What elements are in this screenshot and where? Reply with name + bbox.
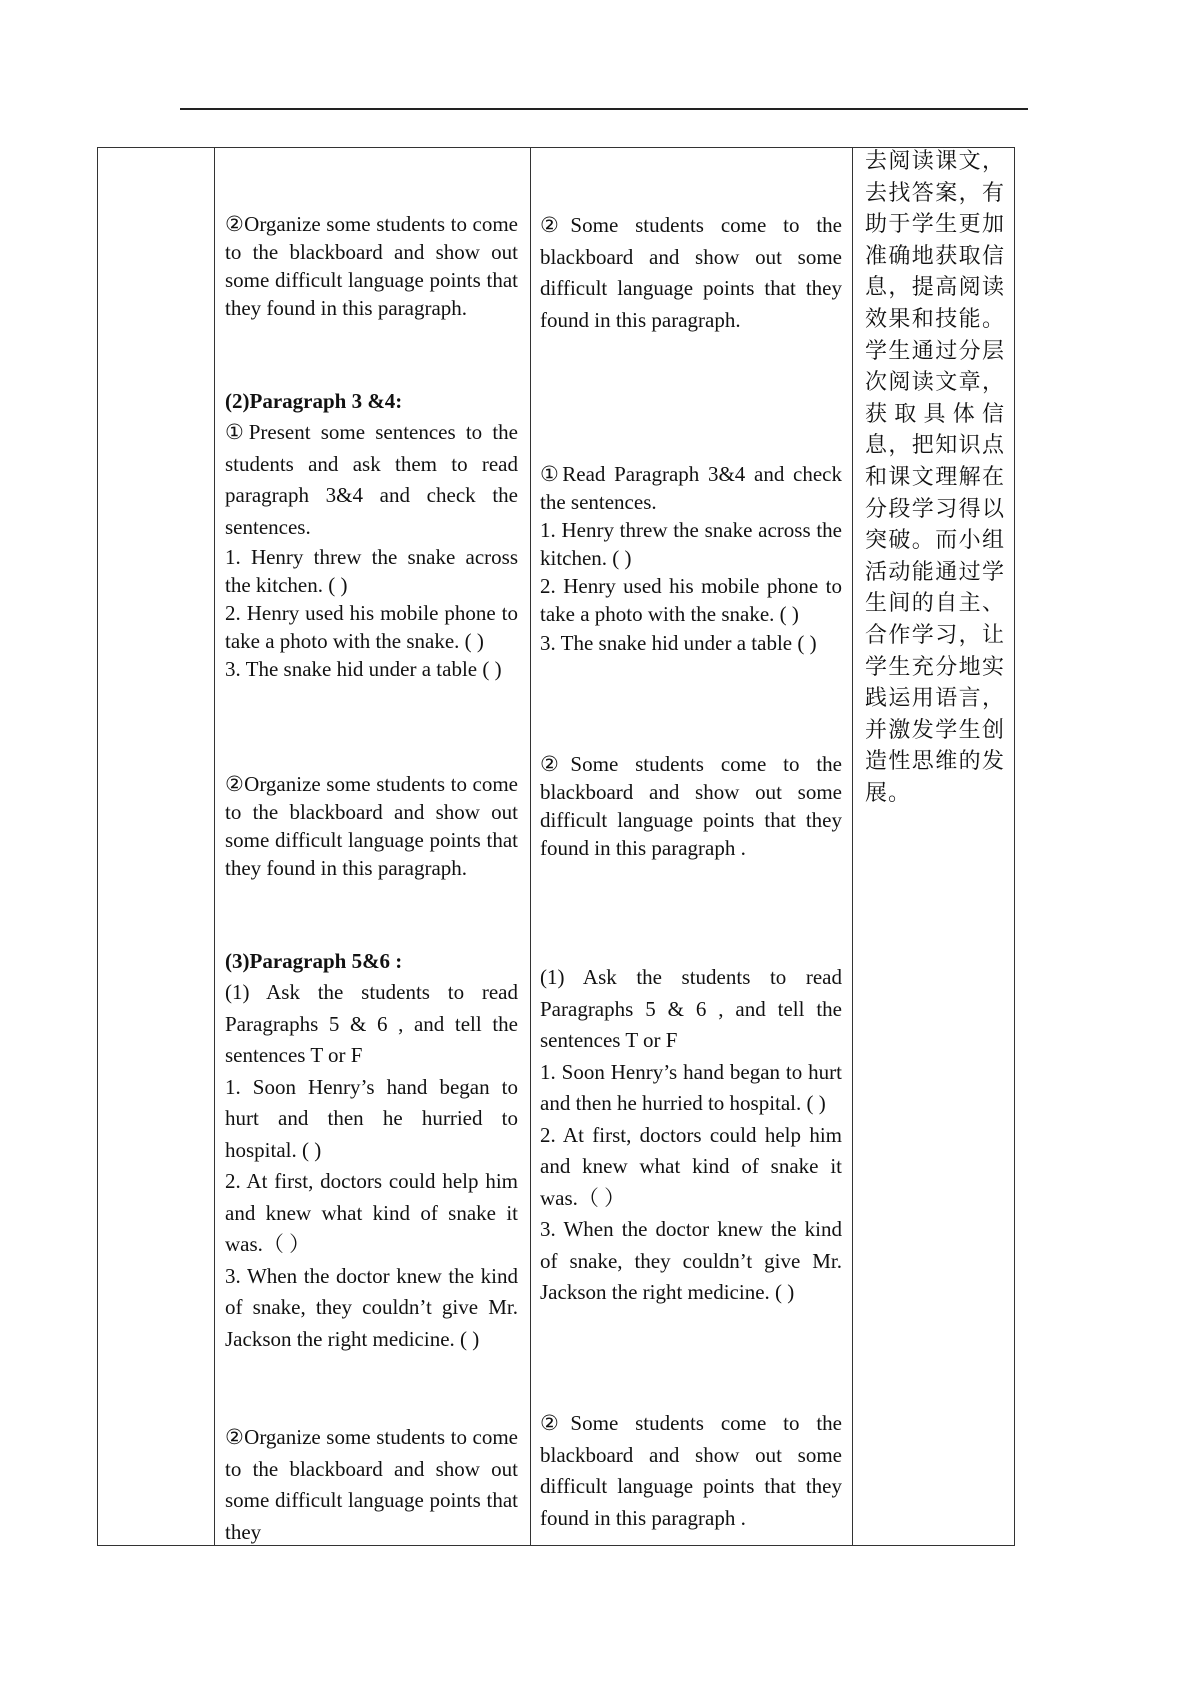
teacher-p56-question-3: 3. When the doctor knew the kind of snake, they couldn’t give Mr. Jackson the right medicine. ( ): [225, 1263, 518, 1351]
teacher-p56-question-2: 2. At first, doctors could help him and knew what kind of snake it was.（ ）: [225, 1169, 518, 1256]
column-divider: [214, 148, 215, 1545]
design-purpose-text: 去阅读课文，去找答案，有助于学生更加准确地获取信息，提高阅读效果和技能。学生通过分层次阅读文章，获取具体信息，把知识点和课文理解在分段学习得以突破。而小组活动能通过学生间的自主、合作学习，让学生充分地实践运用语言，并激发学生创造性思维的发展。: [865, 149, 1005, 806]
student-p34-come-text: ②Some students come to the blackboard and show out some difficult language points that they found in this paragraph .: [540, 752, 842, 860]
student-p56-ask: (1) Ask the students to read Paragraphs 5 & 6 , and tell the sentences T or F: [540, 965, 842, 1052]
student-p56-come: [540, 1408, 842, 1534]
teacher-p34-organize-text: ②Organize some students to come to the blackboard and show out some difficult language points that they found in this paragraph.: [225, 772, 518, 880]
teacher-p56-section: [225, 946, 518, 1355]
student-p34-read: ①Read Paragraph 3&4 and check the sentences.: [540, 462, 842, 514]
student-p56-come-text: ②Some students come to the blackboard and show out some difficult language points that they found in this paragraph .: [540, 1411, 842, 1530]
teacher-p56-ask: (1) Ask the students to read Paragraphs 5 & 6 , and tell the sentences T or F: [225, 980, 518, 1067]
teacher-p12-organize: [225, 210, 518, 322]
design-purpose-column: [865, 146, 1005, 809]
teacher-p34-organize: [225, 770, 518, 882]
student-p12-come: [540, 210, 842, 336]
teacher-p34-question-1: 1. Henry threw the snake across the kitchen. ( ): [225, 545, 518, 597]
student-p56-section: [540, 962, 842, 1309]
student-p34-section: [540, 460, 842, 660]
teacher-p56-organize: [225, 1422, 518, 1548]
teacher-p34-question-3: 3. The snake hid under a table ( ): [225, 657, 502, 681]
student-p56-question-2: 2. At first, doctors could help him and knew what kind of snake it was.（ ）: [540, 1122, 842, 1210]
student-p34-question-3: 3. The snake hid under a table ( ): [540, 631, 817, 655]
column-divider: [852, 148, 853, 1545]
student-p34-come: [540, 750, 842, 862]
student-p12-come-text: ②Some students come to the blackboard and show out some difficult language points that they found in this paragraph.: [540, 213, 842, 332]
teacher-p34-present: ①Present some sentences to the students and ask them to read paragraph 3&4 and check the sentences.: [225, 420, 518, 539]
teacher-p34-section: [225, 386, 518, 683]
teacher-p34-heading: (2)Paragraph 3 &4:: [225, 389, 403, 413]
teacher-p34-question-2: 2. Henry used his mobile phone to take a photo with the snake. ( ): [225, 601, 518, 653]
teacher-p12-organize-text: ②Organize some students to come to the blackboard and show out some difficult language points that they found in this paragraph.: [225, 212, 518, 320]
student-p56-question-1: 1. Soon Henry’s hand began to hurt and then he hurried to hospital. ( ): [540, 1059, 842, 1115]
student-p56-question-3: 3. When the doctor knew the kind of snake, they couldn’t give Mr. Jackson the right medicine. ( ): [540, 1217, 842, 1304]
teacher-p56-question-1: 1. Soon Henry’s hand began to hurt and then he hurried to hospital. ( ): [225, 1074, 518, 1162]
teacher-p56-organize-text: ②Organize some students to come to the blackboard and show out some difficult language points that they: [225, 1425, 518, 1544]
column-divider: [530, 148, 531, 1545]
teacher-p56-heading: (3)Paragraph 5&6 :: [225, 949, 403, 973]
header-rule: [180, 108, 1028, 110]
student-p34-question-1: 1. Henry threw the snake across the kitchen. ( ): [540, 518, 842, 570]
student-p34-question-2: 2. Henry used his mobile phone to take a photo with the snake. ( ): [540, 574, 842, 626]
